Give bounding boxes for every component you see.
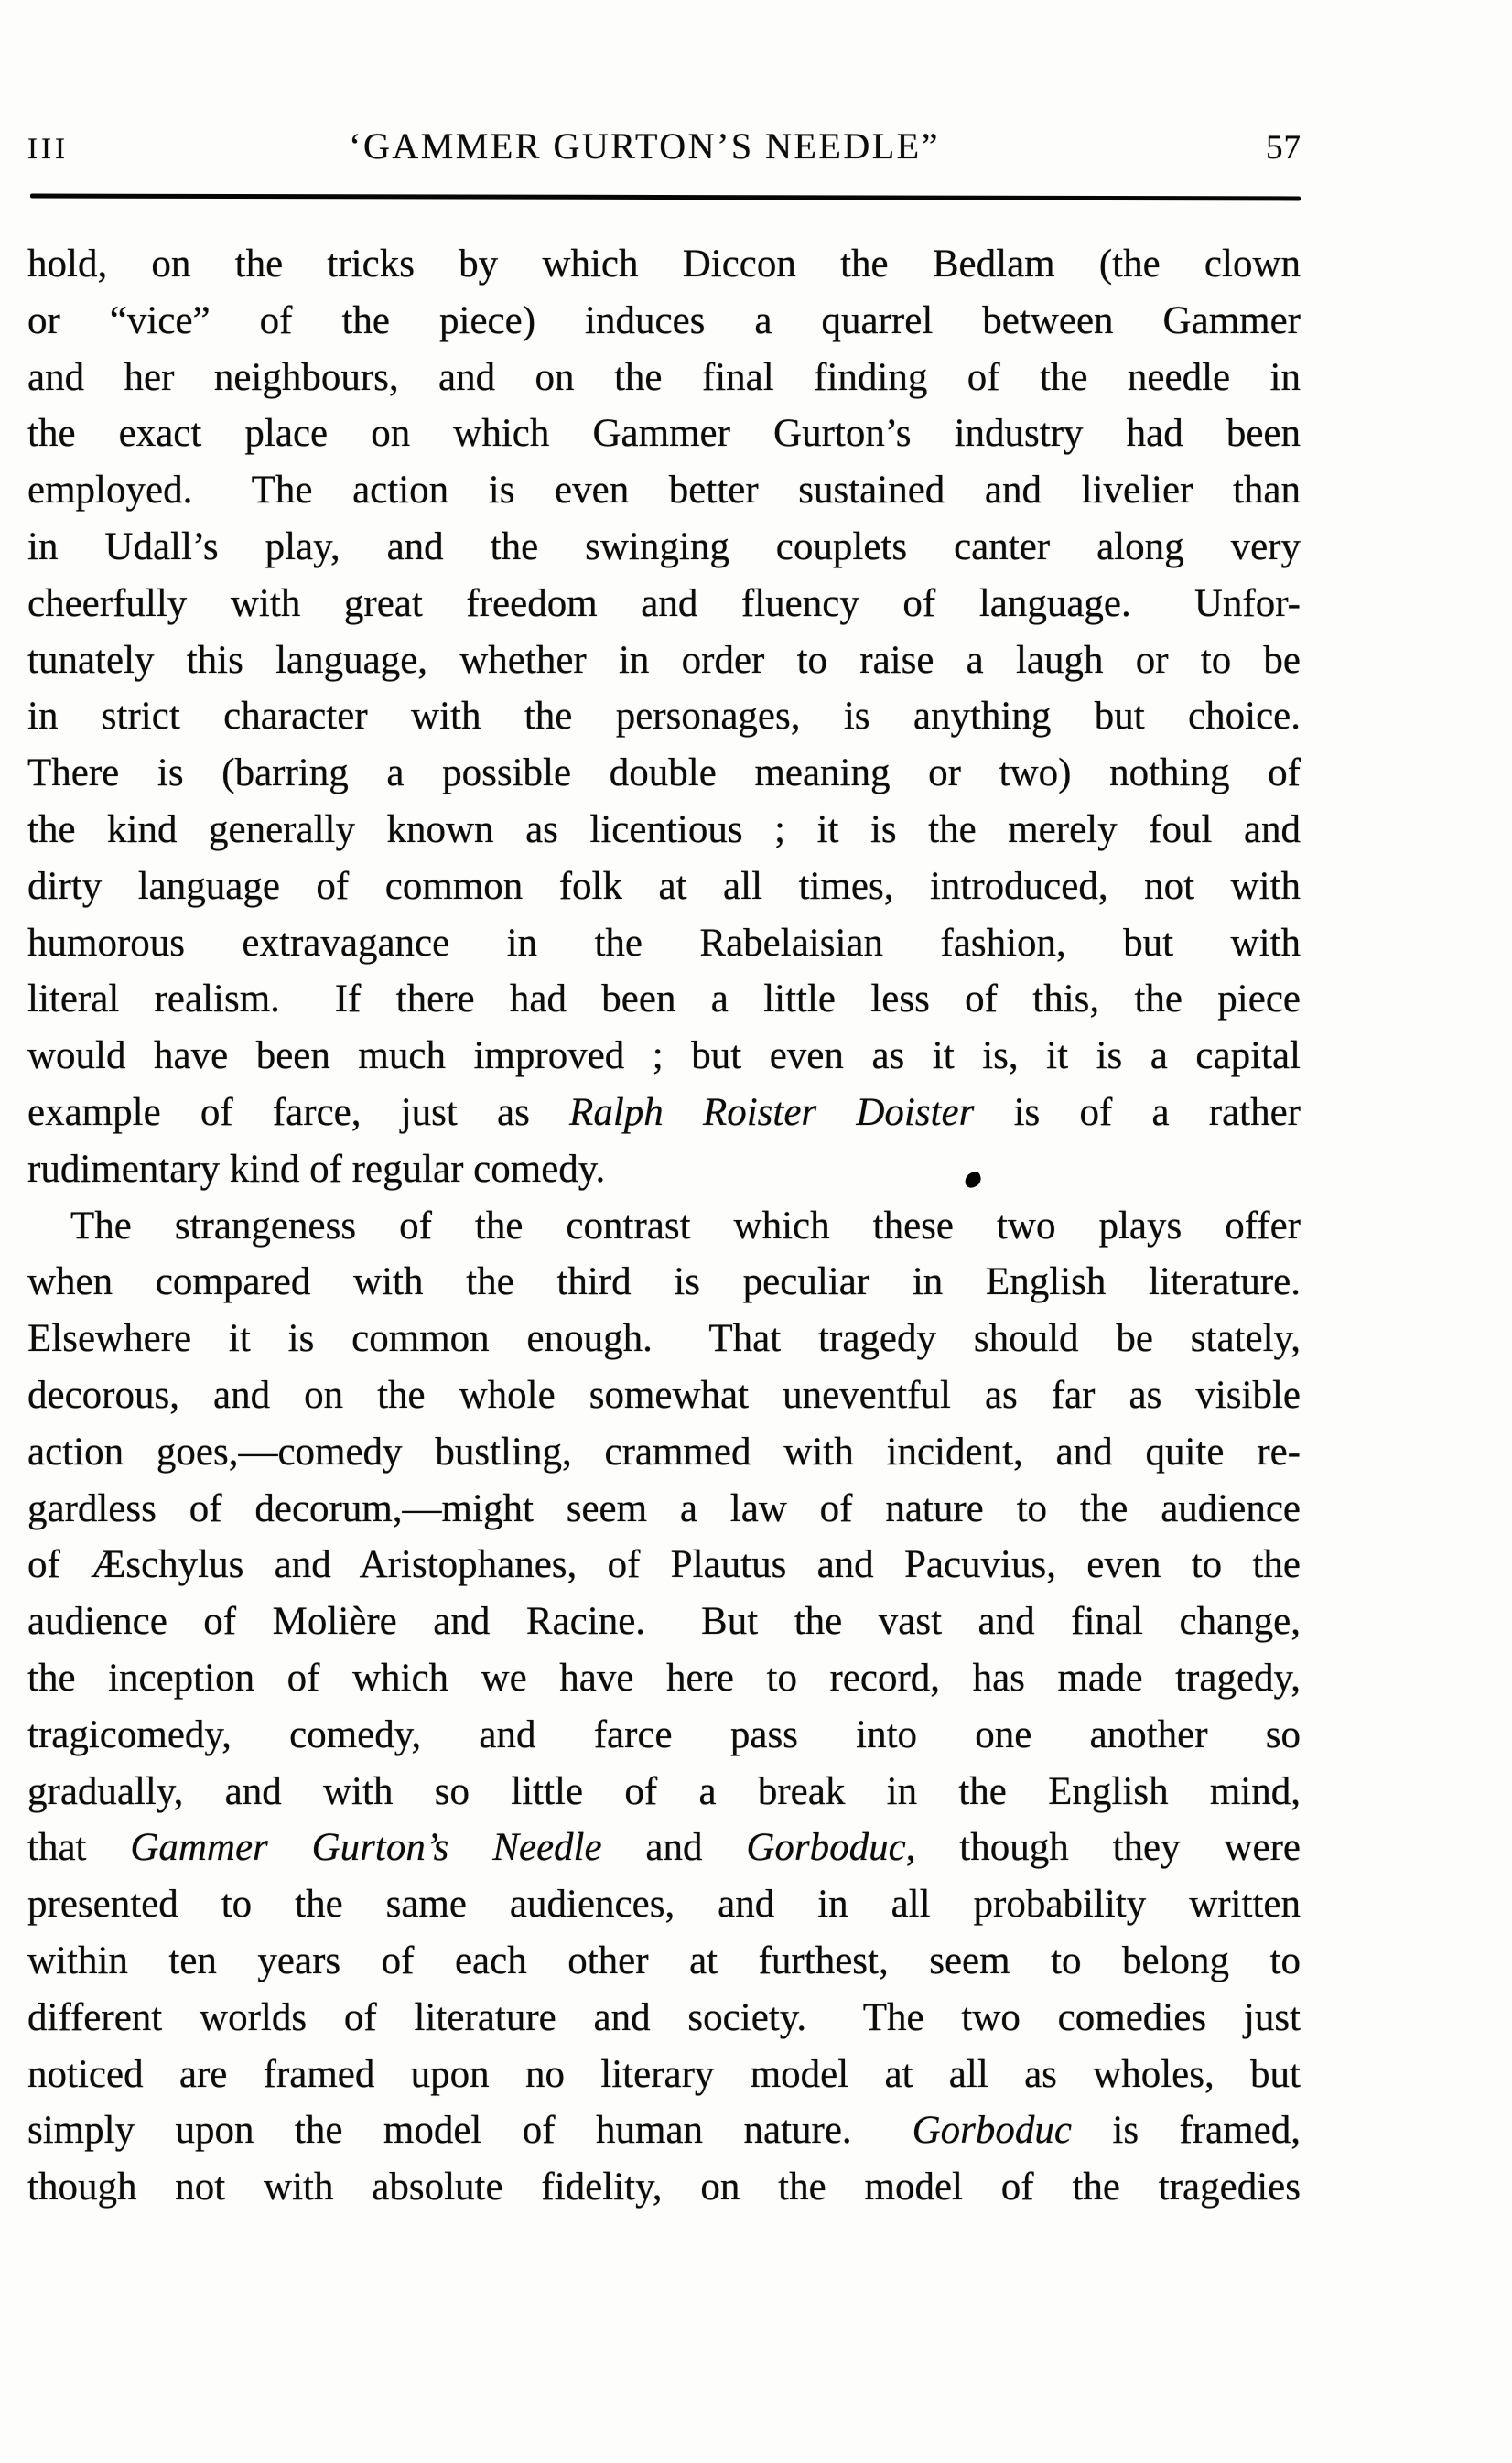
text-segment: in strict character with the personages, is anything but choice. (27, 695, 1301, 739)
text-line (27, 1990, 1301, 2047)
text-line (27, 632, 1301, 689)
text-segment: literal realism. If there had been a little less of this, the piece (27, 978, 1301, 1021)
text-line (27, 2159, 1301, 2216)
text-segment: when compared with the third is peculiar in English literature. (27, 1260, 1301, 1304)
chapter-number: III (27, 133, 69, 166)
text-line (27, 1650, 1301, 1707)
text-line (27, 1424, 1301, 1481)
italic-play-title: Gorboduc (746, 1826, 906, 1870)
text-segment: tragicomedy, comedy, and farce pass into one another so (27, 1712, 1301, 1756)
text-segment: The strangeness of the contrast which these two plays offer (70, 1204, 1301, 1248)
text-line (27, 859, 1301, 915)
text-segment: action goes,—comedy bustling, crammed with incident, and quite re- (27, 1430, 1301, 1474)
text-segment: that (27, 1826, 131, 1870)
text-segment: There is (barring a possible double meaning or two) nothing of (27, 751, 1301, 795)
text-segment: the kind generally known as licentious ; it is the merely foul and (27, 807, 1301, 851)
text-line (27, 462, 1301, 519)
text-line (27, 405, 1301, 462)
text-segment: the exact place on which Gammer Gurton’s industry had been (27, 412, 1301, 456)
text-segment: within ten years of each other at furthest, seem to belong to (27, 1939, 1301, 1982)
text-segment: audience of Molière and Racine. But the vast and final change, (27, 1600, 1301, 1644)
text-segment: though not with absolute fidelity, on the model of the tragedies (27, 2166, 1301, 2209)
text-segment: decorous, and on the whole somewhat uneventful as far as visible (27, 1373, 1301, 1417)
text-segment: in Udall’s play, and the swinging couplets canter along very (27, 524, 1301, 568)
text-line (27, 519, 1301, 576)
text-segment: rudimentary kind of regular comedy. (27, 1147, 606, 1191)
text-line (27, 1085, 1301, 1141)
text-segment: would have been much improved ; but even as it is, it is a capital (27, 1034, 1301, 1078)
text-segment: and (601, 1826, 747, 1870)
text-segment: is of a rather (974, 1090, 1301, 1134)
running-head (27, 124, 1301, 167)
text-segment: presented to the same audiences, and in all probability written (27, 1883, 1301, 1927)
text-line (27, 1311, 1301, 1367)
text-segment: humorous extravagance in the Rabelaisian fashion, but with (27, 921, 1301, 965)
text-line (27, 1764, 1301, 1820)
text-line (27, 2102, 1301, 2159)
italic-play-title: Ralph Roister Doister (569, 1090, 975, 1134)
text-segment: of Æschylus and Aristophanes, of Plautus and Pacuvius, even to the (27, 1543, 1301, 1587)
text-line (27, 1537, 1301, 1593)
italic-play-title: Gammer Gurton’s Needle (130, 1826, 602, 1870)
text-segment: dirty language of common folk at all times, introduced, not with (27, 864, 1301, 908)
text-segment: , though they were (905, 1826, 1301, 1870)
text-line (27, 915, 1301, 972)
text-segment: tunately this language, whether in order to raise a laugh or to be (27, 638, 1301, 682)
text-line (27, 1933, 1301, 1990)
text-segment: is framed, (1071, 2109, 1301, 2153)
text-line (27, 1254, 1301, 1311)
text-line (27, 2047, 1301, 2103)
text-line (27, 1141, 1301, 1198)
header-rule (30, 194, 1301, 200)
text-segment: simply upon the model of human nature. (27, 2109, 913, 2153)
text-segment: cheerfully with great freedom and fluency of language. Unfor- (27, 581, 1301, 625)
text-segment: or “vice” of the piece) induces a quarrel between Gammer (27, 298, 1301, 342)
text-line (27, 1876, 1301, 1933)
text-segment: noticed are framed upon no literary model at all as wholes, but (27, 2052, 1301, 2096)
text-segment: gradually, and with so little of a break in the English mind, (27, 1769, 1301, 1813)
text-line (27, 1198, 1301, 1255)
text-segment: and her neighbours, and on the final finding of the needle in (27, 355, 1301, 399)
text-line (27, 293, 1301, 350)
text-line (27, 745, 1301, 802)
paragraph (27, 1198, 1301, 2216)
text-line (27, 236, 1301, 293)
text-line (27, 1481, 1301, 1538)
text-segment: gardless of decorum,—might seem a law of nature to the audience (27, 1486, 1301, 1530)
text-block (27, 236, 1301, 2216)
text-segment: Elsewhere it is common enough. That tragedy should be stately, (27, 1317, 1301, 1361)
page-number: 57 (1266, 129, 1301, 167)
text-line (27, 350, 1301, 406)
text-line (27, 971, 1301, 1028)
text-segment: example of farce, just as (27, 1090, 570, 1134)
text-line (27, 576, 1301, 632)
text-line (27, 1367, 1301, 1424)
text-line (27, 1707, 1301, 1764)
text-segment: hold, on the tricks by which Diccon the Bedlam (the clown (27, 243, 1301, 286)
text-segment: the inception of which we have here to record, has made tragedy, (27, 1656, 1301, 1700)
text-line (27, 802, 1301, 859)
paragraph (27, 236, 1301, 1198)
text-line (27, 688, 1301, 745)
text-segment: employed. The action is even better sustained and livelier than (27, 469, 1301, 513)
italic-play-title: Gorboduc (912, 2109, 1072, 2153)
text-line (27, 1593, 1301, 1650)
text-line (27, 1820, 1301, 1876)
text-line (27, 1028, 1301, 1085)
text-segment: different worlds of literature and society. The two comedies just (27, 1995, 1301, 2039)
running-title: ‘GAMMER GURTON’S NEEDLE” (349, 125, 940, 167)
